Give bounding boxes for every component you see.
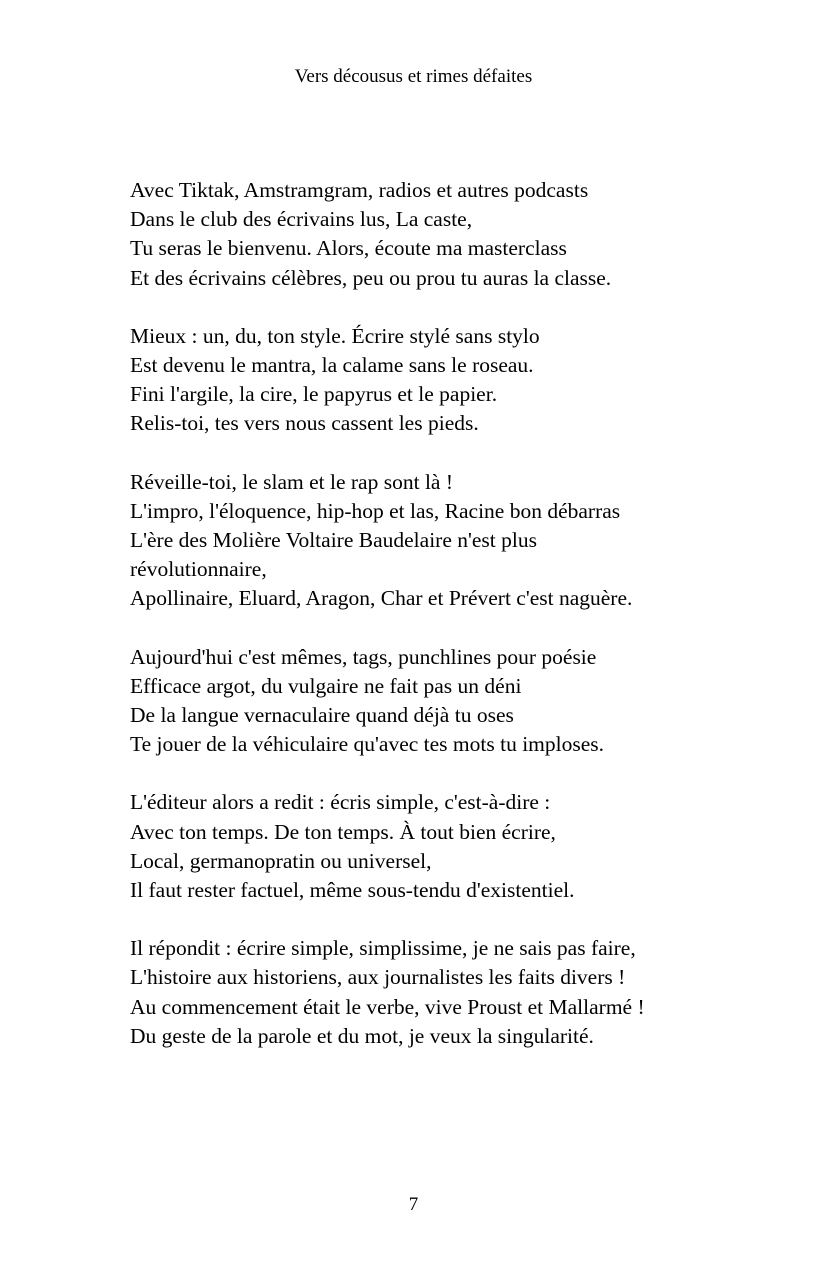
stanza-2 [130, 322, 770, 439]
poem-line: Il faut rester factuel, même sous-tendu d'existentiel. [130, 878, 575, 903]
poem-line: Te jouer de la véhiculaire qu'avec tes mots tu imploses. [130, 732, 605, 757]
poem-line: Apollinaire, Eluard, Aragon, Char et Prévert c'est naguère. [130, 586, 633, 611]
poem-line: Avec ton temps. De ton temps. À tout bien écrire, [130, 819, 556, 844]
poem-line: Dans le club des écrivains lus, La caste, [130, 207, 473, 232]
poem-line: Mieux : un, du, ton style. Écrire stylé sans stylo [130, 323, 540, 348]
stanza-5 [130, 788, 770, 905]
poem-line: révolutionnaire, [130, 557, 267, 582]
running-header: Vers décousus et rimes défaites [294, 66, 533, 87]
poem-line: Efficace argot, du vulgaire ne fait pas un déni [130, 673, 522, 698]
page-number: 7 [408, 1194, 419, 1215]
poem-line: Relis-toi, tes vers nous cassent les pieds. [130, 411, 479, 436]
poem-line: Avec Tiktak, Amstramgram, radios et autres podcasts [130, 178, 589, 202]
poem-line: L'histoire aux historiens, aux journalistes les faits divers ! [130, 965, 626, 990]
poem-line: Aujourd'hui c'est mêmes, tags, punchlines pour poésie [130, 644, 597, 669]
poem-line: L'éditeur alors a redit : écris simple, c'est-à-dire : [130, 790, 551, 815]
stanza-4 [130, 643, 770, 760]
poem-line: Est devenu le mantra, la calame sans le roseau. [130, 353, 534, 378]
poem-line: L'impro, l'éloquence, hip-hop et las, Racine bon débarras [130, 498, 621, 523]
poem-line: Au commencement était le verbe, vive Proust et Mallarmé ! [130, 994, 645, 1019]
poem-line: Réveille-toi, le slam et le rap sont là ! [130, 469, 453, 494]
stanza-6 [130, 934, 770, 1051]
poem-line: Fini l'argile, la cire, le papyrus et le papier. [130, 382, 498, 407]
poem-line: L'ère des Molière Voltaire Baudelaire n'est plus [130, 528, 537, 553]
poem-line: De la langue vernaculaire quand déjà tu oses [130, 703, 514, 728]
stanza-1 [130, 176, 770, 293]
poem-line: Tu seras le bienvenu. Alors, écoute ma masterclass [130, 236, 567, 261]
poem-line: Et des écrivains célèbres, peu ou prou tu auras la classe. [130, 265, 612, 290]
poem-line: Il répondit : écrire simple, simplissime, je ne sais pas faire, [130, 936, 636, 961]
stanza-3 [130, 468, 770, 614]
poem-line: Local, germanopratin ou universel, [130, 848, 432, 873]
poem-line: Du geste de la parole et du mot, je veux la singularité. [130, 1023, 594, 1048]
poem-body [130, 176, 770, 1080]
